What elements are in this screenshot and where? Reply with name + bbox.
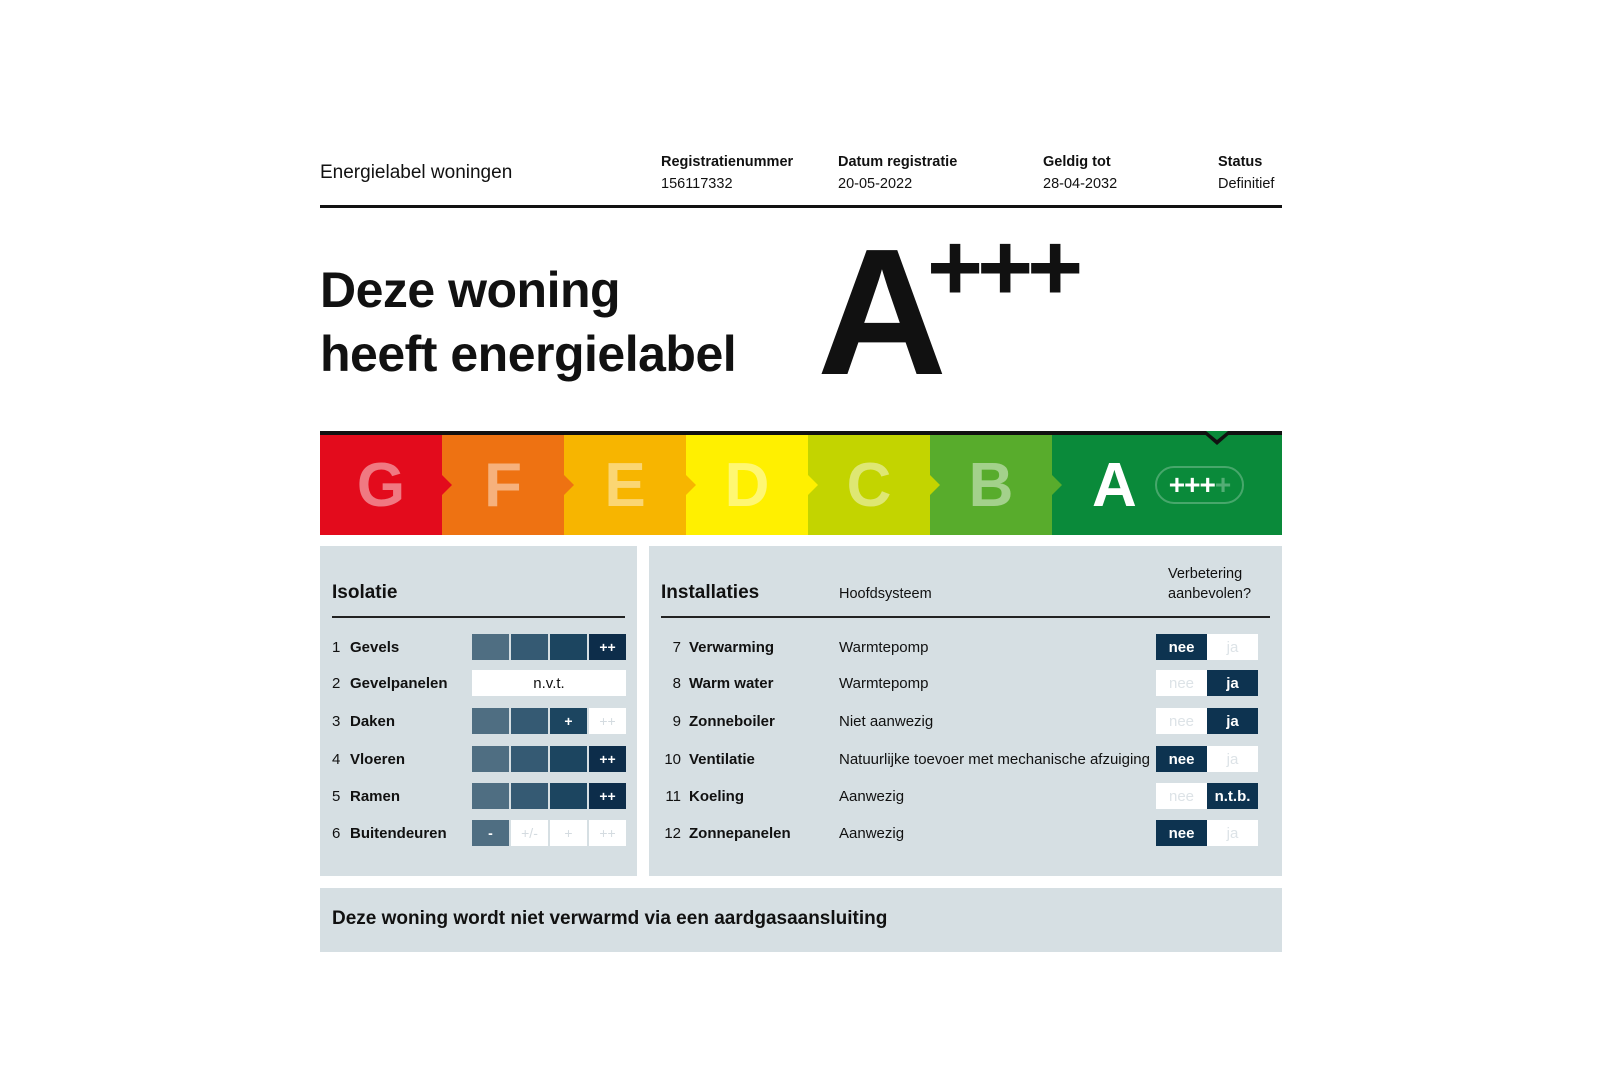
row-name: Daken [350,712,396,730]
scale-letter: D [724,450,770,520]
meta-geldig-tot [1043,154,1117,192]
row-number: 3 [332,712,341,730]
rating-cell: ++ [589,746,626,772]
row-name: Vloeren [350,750,406,768]
active-label-plus-ghost: + [1214,469,1231,500]
row-name: Ventilatie [689,750,755,768]
meta-label: Registratienummer [661,154,794,170]
row-name: Gevels [350,638,400,656]
improvement-option-left: nee [1156,783,1207,809]
installaties-panel [649,546,1282,876]
row-number: 8 [672,674,681,692]
scale-letter: A [1092,450,1137,520]
scale-arrow-icon [808,475,818,495]
meta-status [1218,154,1274,192]
improvement-toggle [1156,634,1258,660]
active-label-plus: +++ [1168,469,1215,500]
row-system: Aanwezig [839,824,905,842]
scale-letter: F [484,450,522,520]
row-name: Buitendeuren [350,824,447,842]
row-name: Zonnepanelen [689,824,791,842]
scale-arrow-icon [564,475,574,495]
scale-segment-b [930,435,1052,535]
installatie-row [661,820,1270,846]
row-number: 7 [672,638,681,656]
verbetering-header-line-1: Verbetering [1168,566,1243,582]
row-number: 10 [664,750,681,768]
row-name: Gevelpanelen [350,674,448,692]
rating-cell [472,783,509,809]
row-name: Zonneboiler [689,712,775,730]
improvement-option-right: ja [1207,634,1258,660]
row-number: 6 [332,824,341,842]
improvement-option-left: nee [1156,820,1207,846]
meta-value: Definitief [1218,176,1275,192]
isolatie-row [332,708,625,734]
rating-cell [472,708,509,734]
row-number: 9 [672,712,681,730]
improvement-option-right: ja [1207,820,1258,846]
isolatie-title: Isolatie [332,582,398,603]
row-system: Warmtepomp [839,674,929,692]
rating-cell: ++ [589,820,626,846]
scale-segment-a [1052,435,1282,535]
improvement-toggle [1156,746,1258,772]
hoofdsysteem-header: Hoofdsysteem [839,586,932,602]
rating-cells [472,820,626,846]
energy-label-letter: A [817,212,943,413]
headline [320,258,736,386]
isolatie-row [332,634,625,660]
isolatie-row [332,783,625,809]
improvement-option-left: nee [1156,634,1207,660]
rating-cell: ++ [589,783,626,809]
improvement-option-left: nee [1156,708,1207,734]
verbetering-header-line-2: aanbevolen? [1168,586,1252,602]
rating-cell: + [550,708,587,734]
rating-cells [472,746,626,772]
rating-cell: ++ [589,708,626,734]
improvement-option-right: ja [1207,708,1258,734]
scale-letter: C [846,450,892,520]
isolatie-row [332,670,625,696]
rating-cell [472,634,509,660]
improvement-option-right: ja [1207,670,1258,696]
rating-cell [550,634,587,660]
improvement-option-right: n.t.b. [1207,783,1258,809]
energy-scale [320,431,1282,535]
scale-letter: E [604,450,646,520]
row-system: Warmtepomp [839,638,929,656]
meta-label: Status [1218,154,1263,170]
rating-na: n.v.t. [472,670,626,696]
isolatie-row [332,820,625,846]
scale-arrow-icon [442,475,452,495]
rating-cell [550,746,587,772]
improvement-option-right: ja [1207,746,1258,772]
meta-label: Datum registratie [838,154,958,170]
meta-value: 20-05-2022 [838,176,913,192]
divider [661,616,1270,618]
row-name: Warm water [689,674,774,692]
improvement-option-left: nee [1156,746,1207,772]
installatie-row [661,670,1270,696]
scale-segment-d [686,435,808,535]
divider [332,616,625,618]
row-number: 1 [332,638,341,656]
scale-segment-c [808,435,930,535]
row-system: Aanwezig [839,787,905,805]
label-header [320,150,1282,208]
row-number: 4 [332,750,341,768]
installatie-row [661,783,1270,809]
improvement-toggle [1156,820,1258,846]
improvement-toggle [1156,708,1258,734]
scale-segment-f [442,435,564,535]
rating-cell [511,634,548,660]
installatie-row [661,746,1270,772]
installaties-title: Installaties [661,582,760,603]
rating-cell [511,708,548,734]
rating-cells [472,634,626,660]
installatie-row [661,634,1270,660]
document-type: Energielabel woningen [320,162,513,183]
isolatie-row [332,746,625,772]
rating-cell [472,746,509,772]
active-label-pill [1155,466,1244,504]
rating-cell: ++ [589,634,626,660]
headline-line-1: Deze woning [320,262,621,318]
row-name: Verwarming [689,638,775,656]
row-system: Niet aanwezig [839,712,934,730]
scale-marker-icon [1201,431,1233,445]
scale-segment-g [320,435,442,535]
rating-cell: + [550,820,587,846]
gas-connection-notice [320,888,1282,952]
scale-letter: B [968,450,1014,520]
row-name: Ramen [350,787,401,805]
row-number: 12 [664,824,681,842]
row-name: Koeling [689,787,744,805]
rating-cell [550,783,587,809]
scale-segment-e [564,435,686,535]
row-number: 5 [332,787,341,805]
improvement-toggle [1156,783,1258,809]
rating-cell: +/- [511,820,548,846]
meta-value: 28-04-2032 [1043,176,1118,192]
rating-cell [511,783,548,809]
energy-label-document [320,150,1282,929]
rating-cell [511,746,548,772]
meta-value: 156117332 [661,176,733,192]
row-number: 2 [332,674,341,692]
rating-cells [472,708,626,734]
energy-label-plus: +++ [927,214,1078,321]
scale-arrow-icon [930,475,940,495]
meta-datum-registratie [838,154,957,192]
gas-connection-text: Deze woning wordt niet verwarmd via een aardgasaansluiting [332,908,888,929]
rating-cells [472,670,626,696]
improvement-toggle [1156,670,1258,696]
row-system: Natuurlijke toevoer met mechanische afzuiging [839,750,1150,768]
installatie-row [661,708,1270,734]
row-number: 11 [665,787,681,805]
meta-registratienummer [661,154,793,192]
isolatie-panel [320,546,637,876]
scale-arrow-icon [1052,475,1062,495]
headline-line-2: heeft energielabel [320,326,737,382]
meta-label: Geldig tot [1043,154,1111,170]
scale-letter: G [356,450,406,520]
verbetering-header [1168,564,1251,604]
rating-cell: - [472,820,509,846]
improvement-option-left: nee [1156,670,1207,696]
rating-cells [472,783,626,809]
scale-arrow-icon [686,475,696,495]
